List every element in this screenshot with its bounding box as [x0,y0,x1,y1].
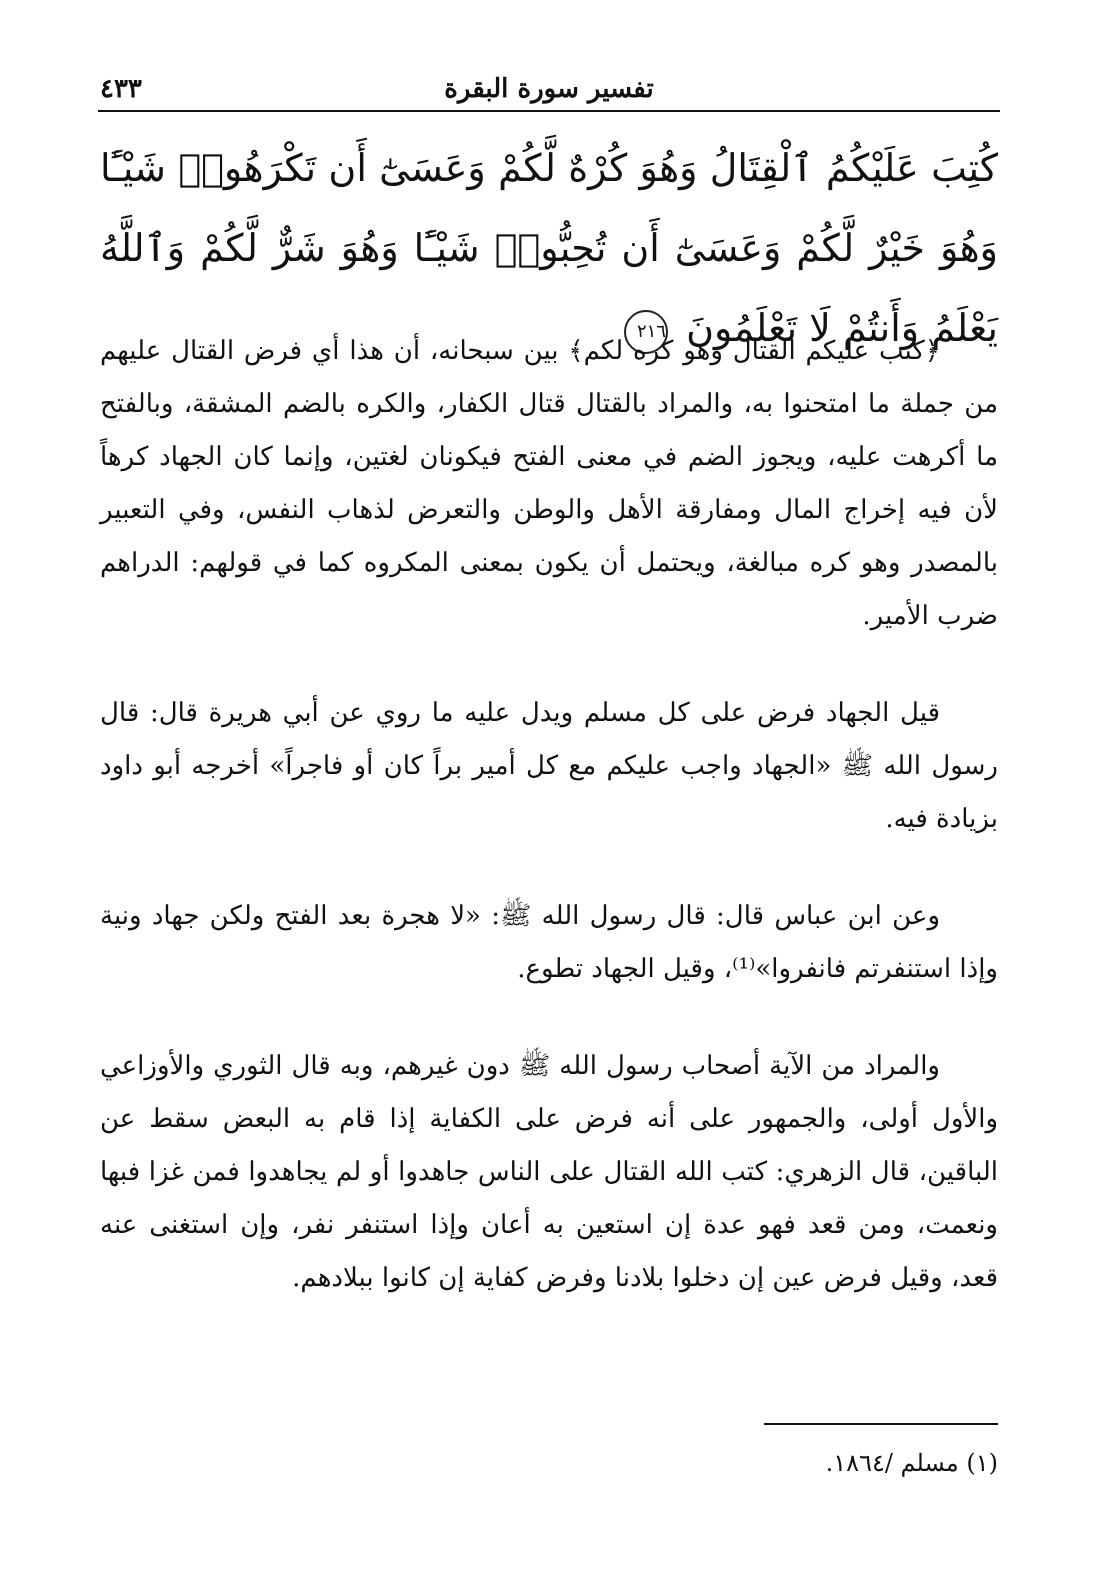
footnote: (١) مسلم /١٨٦٤. [825,1449,998,1477]
ayah-number-marker: ٢١٦ [624,310,668,354]
paragraph-4: والمراد من الآية أصحاب رسول الله ﷺ دون غيرهم، وبه قال الثوري والأوزاعي والأول أولى، والجمهور على أنه فرض على الكفاية إذا قام به البعض سقط عن الباقين، قال الزهري: كتب الله القتال على الناس جاهدوا أو لم يجاهدوا فمن غزا فبها ونعمت، ومن قعد فهو عدة إن استعين به أعان وإذا استنفر نفر، وإن استغنى عنه قعد، وقيل فرض عين إن دخلوا بلادنا وفرض كفاية إن كانوا ببلادهم. [100,1051,998,1293]
page-header [100,70,998,110]
footnote-rule [764,1423,998,1425]
paragraph-1: ﴿كتب عليكم القتال وهو كره لكم﴾ بين سبحانه، أن هذا أي فرض القتال عليهم من جملة ما امتحنوا به، والمراد بالقتال قتال الكفار، والكره بالضم المشقة، وبالفتح ما أكرهت عليه، ويجوز الضم في معنى الفتح فيكونان لغتين، وإنما كان الجهاد كرهاً لأن فيه إخراج المال ومفارقة الأهل والوطن والتعرض لذهاب النفس، وفي التعبير بالمصدر وهو كره مبالغة، ويحتمل أن يكون بمعنى المكروه كما في قولهم: الدراهم ضرب الأمير. [100,336,998,631]
verse-text: كُتِبَ عَلَيْكُمُ ٱلْقِتَالُ وَهُوَ كُرْهٌ لَّكُمْ وَعَسَىٰٓ أَن تَكْرَهُوا۟ شَيْـًٔا وَهُوَ خَيْرٌ لَّكُمْ وَعَسَىٰٓ أَن تُحِبُّوا۟ شَيْـًٔا وَهُوَ شَرٌّ لَّكُمْ وَٱللَّهُ يَعْلَمُ وَأَنتُمْ لَا تَعْلَمُونَ [100,146,998,350]
paragraph-3: وعن ابن عباس قال: قال رسول الله ﷺ: «لا هجرة بعد الفتح ولكن جهاد ونية وإذا استنفرتم فانفروا»⁽¹⁾، وقيل الجهاد تطوع. [100,901,998,984]
header-rule [98,110,1000,112]
commentary-body [100,325,998,1349]
running-title: تفسير سورة البقرة [444,74,654,104]
page-number: ٤٣٣ [100,74,142,104]
paragraph-2: قيل الجهاد فرض على كل مسلم ويدل عليه ما روي عن أبي هريرة قال: قال رسول الله ﷺ «الجهاد واجب عليكم مع كل أمير براً كان أو فاجراً» أخرجه أبو داود بزيادة فيه. [100,698,998,834]
